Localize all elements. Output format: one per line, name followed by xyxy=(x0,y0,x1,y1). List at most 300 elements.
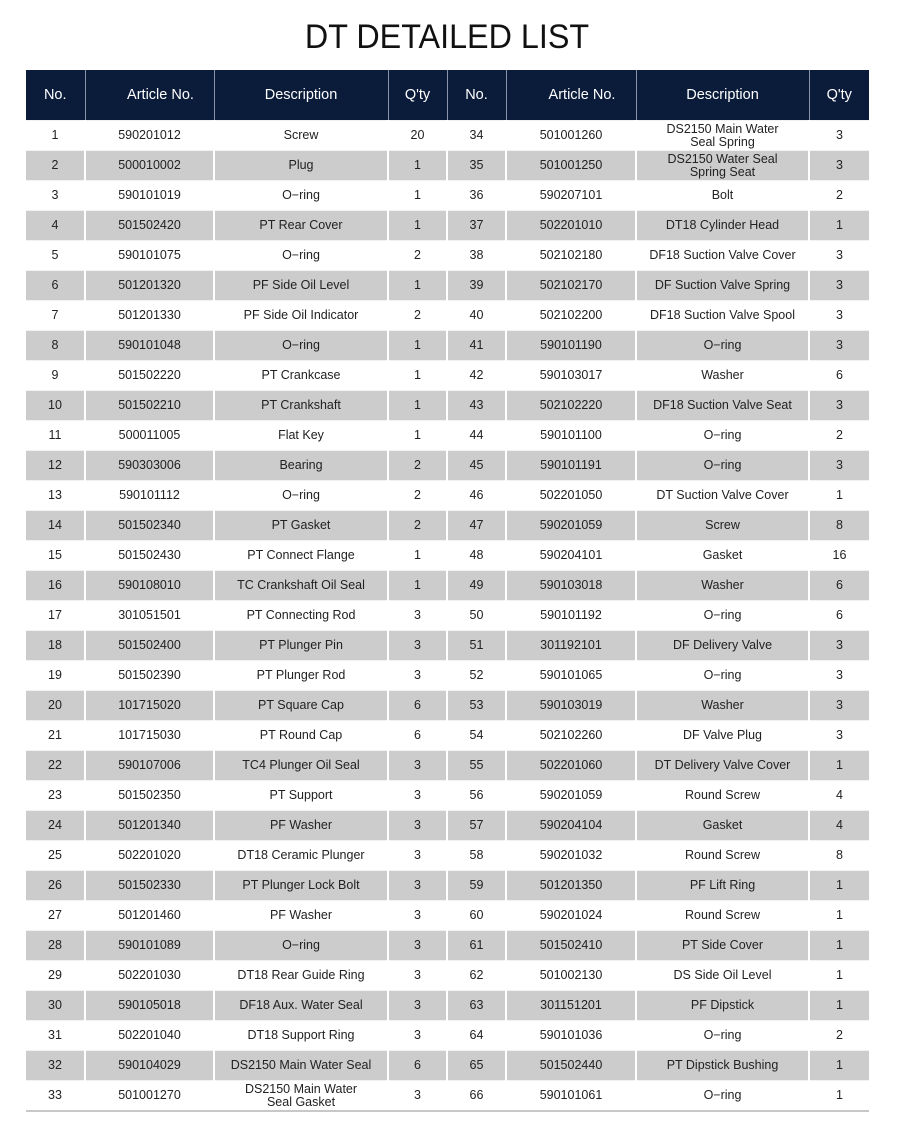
cell-qty: 1 xyxy=(809,1051,869,1081)
cell-qty: 8 xyxy=(809,841,869,871)
cell-no: 45 xyxy=(447,451,506,481)
table-row xyxy=(26,361,869,391)
cell-description: O−ring xyxy=(636,451,809,481)
cell-no: 37 xyxy=(447,211,506,241)
cell-description: PT Gasket xyxy=(214,511,388,541)
cell-no: 63 xyxy=(447,991,506,1021)
cell-qty: 3 xyxy=(809,451,869,481)
cell-article-no: 590101061 xyxy=(506,1081,636,1112)
cell-article-no: 590204104 xyxy=(506,811,636,841)
cell-description: DF Delivery Valve xyxy=(636,631,809,661)
cell-description: DS2150 Water Seal Spring Seat xyxy=(636,151,809,181)
cell-article-no: 590101036 xyxy=(506,1021,636,1051)
cell-description: Round Screw xyxy=(636,841,809,871)
cell-no: 25 xyxy=(26,841,85,871)
cell-qty: 6 xyxy=(809,571,869,601)
table-row xyxy=(26,181,869,211)
cell-no: 35 xyxy=(447,151,506,181)
cell-qty: 2 xyxy=(388,481,447,511)
table-row xyxy=(26,571,869,601)
cell-description: Flat Key xyxy=(214,421,388,451)
table-row xyxy=(26,451,869,481)
cell-description: DS2150 Main Water Seal Gasket xyxy=(214,1081,388,1112)
cell-description: DF18 Suction Valve Cover xyxy=(636,241,809,271)
cell-qty: 3 xyxy=(388,781,447,811)
cell-qty: 1 xyxy=(809,961,869,991)
cell-no: 44 xyxy=(447,421,506,451)
cell-article-no: 501001270 xyxy=(85,1081,214,1112)
cell-qty: 3 xyxy=(388,751,447,781)
cell-article-no: 590101191 xyxy=(506,451,636,481)
cell-qty: 2 xyxy=(388,301,447,331)
cell-qty: 3 xyxy=(388,961,447,991)
cell-no: 7 xyxy=(26,301,85,331)
cell-article-no: 502201050 xyxy=(506,481,636,511)
cell-description: O−ring xyxy=(636,661,809,691)
cell-article-no: 501502410 xyxy=(506,931,636,961)
cell-description: DT Delivery Valve Cover xyxy=(636,751,809,781)
cell-no: 21 xyxy=(26,721,85,751)
cell-article-no: 502201030 xyxy=(85,961,214,991)
cell-no: 17 xyxy=(26,601,85,631)
table-row xyxy=(26,511,869,541)
cell-qty: 3 xyxy=(809,271,869,301)
cell-qty: 1 xyxy=(388,271,447,301)
cell-no: 8 xyxy=(26,331,85,361)
cell-article-no: 590201024 xyxy=(506,901,636,931)
cell-description: DS2150 Main Water Seal xyxy=(214,1051,388,1081)
cell-article-no: 501001250 xyxy=(506,151,636,181)
cell-qty: 2 xyxy=(388,241,447,271)
cell-no: 43 xyxy=(447,391,506,421)
cell-article-no: 502102260 xyxy=(506,721,636,751)
cell-article-no: 590101019 xyxy=(85,181,214,211)
table-row xyxy=(26,391,869,421)
cell-qty: 16 xyxy=(809,541,869,571)
cell-no: 57 xyxy=(447,811,506,841)
cell-article-no: 501502330 xyxy=(85,871,214,901)
cell-description: PT Plunger Rod xyxy=(214,661,388,691)
cell-qty: 3 xyxy=(388,601,447,631)
cell-description: Gasket xyxy=(636,541,809,571)
cell-qty: 3 xyxy=(809,241,869,271)
cell-article-no: 501502340 xyxy=(85,511,214,541)
cell-description: DF18 Suction Valve Spool xyxy=(636,301,809,331)
cell-article-no: 590107006 xyxy=(85,751,214,781)
page-title: DT DETAILED LIST xyxy=(304,18,590,56)
cell-description: Screw xyxy=(636,511,809,541)
table-row xyxy=(26,271,869,301)
header-description: Description xyxy=(636,70,809,121)
cell-no: 52 xyxy=(447,661,506,691)
cell-description: O−ring xyxy=(214,481,388,511)
cell-qty: 3 xyxy=(388,991,447,1021)
cell-no: 47 xyxy=(447,511,506,541)
table-row xyxy=(26,691,869,721)
cell-description: O−ring xyxy=(214,931,388,961)
cell-no: 29 xyxy=(26,961,85,991)
cell-qty: 4 xyxy=(809,811,869,841)
table-row xyxy=(26,421,869,451)
cell-description: Washer xyxy=(636,361,809,391)
cell-description: PF Side Oil Indicator xyxy=(214,301,388,331)
cell-no: 20 xyxy=(26,691,85,721)
cell-article-no: 500010002 xyxy=(85,151,214,181)
cell-no: 32 xyxy=(26,1051,85,1081)
cell-qty: 3 xyxy=(809,331,869,361)
cell-description: Round Screw xyxy=(636,901,809,931)
table-row xyxy=(26,1081,869,1112)
cell-article-no: 590101190 xyxy=(506,331,636,361)
cell-no: 38 xyxy=(447,241,506,271)
cell-qty: 1 xyxy=(809,901,869,931)
cell-article-no: 301151201 xyxy=(506,991,636,1021)
cell-description: O−ring xyxy=(214,241,388,271)
cell-description: Bearing xyxy=(214,451,388,481)
cell-description: Screw xyxy=(214,121,388,151)
cell-article-no: 501201340 xyxy=(85,811,214,841)
cell-description: DT18 Cylinder Head xyxy=(636,211,809,241)
cell-description: DF Suction Valve Spring xyxy=(636,271,809,301)
cell-no: 56 xyxy=(447,781,506,811)
cell-description: Gasket xyxy=(636,811,809,841)
cell-article-no: 502201060 xyxy=(506,751,636,781)
cell-qty: 2 xyxy=(388,451,447,481)
cell-qty: 3 xyxy=(388,1081,447,1112)
cell-no: 24 xyxy=(26,811,85,841)
cell-qty: 1 xyxy=(809,931,869,961)
cell-qty: 3 xyxy=(388,871,447,901)
cell-description: O−ring xyxy=(214,331,388,361)
cell-no: 54 xyxy=(447,721,506,751)
header-article-no: Article No. xyxy=(506,70,636,121)
header-qty: Q'ty xyxy=(809,70,869,121)
table-row xyxy=(26,331,869,361)
cell-description: O−ring xyxy=(636,421,809,451)
cell-description: PF Lift Ring xyxy=(636,871,809,901)
cell-qty: 3 xyxy=(809,301,869,331)
cell-description: O−ring xyxy=(636,331,809,361)
cell-qty: 1 xyxy=(809,1081,869,1112)
cell-qty: 6 xyxy=(388,691,447,721)
cell-no: 42 xyxy=(447,361,506,391)
cell-article-no: 590104029 xyxy=(85,1051,214,1081)
table-row xyxy=(26,1051,869,1081)
cell-no: 49 xyxy=(447,571,506,601)
cell-no: 62 xyxy=(447,961,506,991)
header-article-no: Article No. xyxy=(85,70,214,121)
cell-no: 11 xyxy=(26,421,85,451)
cell-article-no: 501201320 xyxy=(85,271,214,301)
cell-no: 30 xyxy=(26,991,85,1021)
cell-description: Washer xyxy=(636,571,809,601)
cell-description: PT Plunger Lock Bolt xyxy=(214,871,388,901)
cell-description: TC Crankshaft Oil Seal xyxy=(214,571,388,601)
cell-article-no: 301192101 xyxy=(506,631,636,661)
table-row xyxy=(26,811,869,841)
cell-description: DS Side Oil Level xyxy=(636,961,809,991)
cell-no: 6 xyxy=(26,271,85,301)
cell-qty: 3 xyxy=(809,151,869,181)
cell-article-no: 501502400 xyxy=(85,631,214,661)
table-row xyxy=(26,751,869,781)
cell-description: PT Square Cap xyxy=(214,691,388,721)
cell-description: DF18 Suction Valve Seat xyxy=(636,391,809,421)
cell-no: 61 xyxy=(447,931,506,961)
cell-qty: 3 xyxy=(388,631,447,661)
cell-qty: 3 xyxy=(388,901,447,931)
cell-qty: 1 xyxy=(388,151,447,181)
cell-qty: 3 xyxy=(388,841,447,871)
cell-qty: 1 xyxy=(388,331,447,361)
cell-description: PT Support xyxy=(214,781,388,811)
cell-no: 48 xyxy=(447,541,506,571)
cell-qty: 2 xyxy=(809,1021,869,1051)
cell-qty: 1 xyxy=(388,211,447,241)
cell-no: 65 xyxy=(447,1051,506,1081)
cell-article-no: 502102200 xyxy=(506,301,636,331)
cell-article-no: 101715030 xyxy=(85,721,214,751)
cell-description: DF Valve Plug xyxy=(636,721,809,751)
cell-qty: 3 xyxy=(809,721,869,751)
cell-no: 31 xyxy=(26,1021,85,1051)
cell-no: 58 xyxy=(447,841,506,871)
cell-no: 16 xyxy=(26,571,85,601)
cell-qty: 1 xyxy=(388,391,447,421)
cell-article-no: 590101075 xyxy=(85,241,214,271)
cell-no: 53 xyxy=(447,691,506,721)
cell-description: Round Screw xyxy=(636,781,809,811)
cell-article-no: 502201040 xyxy=(85,1021,214,1051)
cell-article-no: 590101112 xyxy=(85,481,214,511)
cell-no: 60 xyxy=(447,901,506,931)
cell-description: DS2150 Main Water Seal Spring xyxy=(636,121,809,151)
cell-description: DT18 Support Ring xyxy=(214,1021,388,1051)
cell-no: 66 xyxy=(447,1081,506,1112)
cell-article-no: 590201059 xyxy=(506,781,636,811)
cell-no: 10 xyxy=(26,391,85,421)
cell-article-no: 501502420 xyxy=(85,211,214,241)
cell-article-no: 500011005 xyxy=(85,421,214,451)
cell-no: 41 xyxy=(447,331,506,361)
cell-article-no: 590303006 xyxy=(85,451,214,481)
cell-no: 22 xyxy=(26,751,85,781)
cell-qty: 3 xyxy=(809,121,869,151)
cell-qty: 3 xyxy=(388,661,447,691)
table-body xyxy=(26,121,869,1112)
cell-article-no: 502102180 xyxy=(506,241,636,271)
cell-description: Plug xyxy=(214,151,388,181)
table-row xyxy=(26,241,869,271)
cell-article-no: 502102170 xyxy=(506,271,636,301)
header-description: Description xyxy=(214,70,388,121)
cell-article-no: 501001260 xyxy=(506,121,636,151)
cell-article-no: 590201032 xyxy=(506,841,636,871)
cell-no: 39 xyxy=(447,271,506,301)
cell-qty: 1 xyxy=(809,481,869,511)
cell-no: 5 xyxy=(26,241,85,271)
cell-qty: 1 xyxy=(809,211,869,241)
cell-qty: 3 xyxy=(809,631,869,661)
cell-article-no: 301051501 xyxy=(85,601,214,631)
cell-qty: 1 xyxy=(388,421,447,451)
cell-article-no: 502201010 xyxy=(506,211,636,241)
cell-qty: 3 xyxy=(388,811,447,841)
cell-article-no: 590101048 xyxy=(85,331,214,361)
cell-description: PT Plunger Pin xyxy=(214,631,388,661)
cell-no: 18 xyxy=(26,631,85,661)
cell-description: PF Dipstick xyxy=(636,991,809,1021)
cell-article-no: 590201059 xyxy=(506,511,636,541)
cell-no: 2 xyxy=(26,151,85,181)
cell-qty: 3 xyxy=(809,691,869,721)
table-row xyxy=(26,541,869,571)
cell-description: O−ring xyxy=(636,1021,809,1051)
cell-no: 27 xyxy=(26,901,85,931)
cell-no: 59 xyxy=(447,871,506,901)
cell-no: 33 xyxy=(26,1081,85,1112)
table-row xyxy=(26,481,869,511)
table-row xyxy=(26,1021,869,1051)
cell-article-no: 101715020 xyxy=(85,691,214,721)
cell-description: DT18 Rear Guide Ring xyxy=(214,961,388,991)
cell-qty: 4 xyxy=(809,781,869,811)
cell-qty: 6 xyxy=(388,1051,447,1081)
cell-qty: 1 xyxy=(388,571,447,601)
cell-description: PF Washer xyxy=(214,811,388,841)
cell-qty: 2 xyxy=(809,421,869,451)
cell-description: PT Connect Flange xyxy=(214,541,388,571)
cell-description: PT Crankshaft xyxy=(214,391,388,421)
cell-no: 26 xyxy=(26,871,85,901)
cell-no: 4 xyxy=(26,211,85,241)
cell-qty: 1 xyxy=(388,541,447,571)
header-no: No. xyxy=(447,70,506,121)
table-row xyxy=(26,961,869,991)
cell-no: 40 xyxy=(447,301,506,331)
cell-qty: 3 xyxy=(809,661,869,691)
cell-qty: 2 xyxy=(388,511,447,541)
cell-no: 15 xyxy=(26,541,85,571)
table-row xyxy=(26,781,869,811)
cell-article-no: 501201350 xyxy=(506,871,636,901)
cell-qty: 1 xyxy=(388,361,447,391)
cell-article-no: 590101065 xyxy=(506,661,636,691)
table-row xyxy=(26,601,869,631)
table-row xyxy=(26,841,869,871)
cell-article-no: 502102220 xyxy=(506,391,636,421)
cell-description: PT Rear Cover xyxy=(214,211,388,241)
table-row xyxy=(26,661,869,691)
table-row xyxy=(26,901,869,931)
parts-table xyxy=(26,70,869,1112)
table-row xyxy=(26,991,869,1021)
cell-no: 64 xyxy=(447,1021,506,1051)
cell-description: O−ring xyxy=(636,601,809,631)
cell-article-no: 501002130 xyxy=(506,961,636,991)
cell-article-no: 501201330 xyxy=(85,301,214,331)
table-row xyxy=(26,631,869,661)
cell-article-no: 590207101 xyxy=(506,181,636,211)
cell-qty: 2 xyxy=(809,181,869,211)
cell-no: 23 xyxy=(26,781,85,811)
cell-article-no: 501502210 xyxy=(85,391,214,421)
cell-description: Washer xyxy=(636,691,809,721)
cell-description: PT Connecting Rod xyxy=(214,601,388,631)
cell-no: 12 xyxy=(26,451,85,481)
cell-description: PT Dipstick Bushing xyxy=(636,1051,809,1081)
cell-qty: 6 xyxy=(388,721,447,751)
cell-article-no: 590103017 xyxy=(506,361,636,391)
cell-description: DT18 Ceramic Plunger xyxy=(214,841,388,871)
cell-description: TC4 Plunger Oil Seal xyxy=(214,751,388,781)
cell-description: Bolt xyxy=(636,181,809,211)
cell-no: 13 xyxy=(26,481,85,511)
cell-article-no: 590103019 xyxy=(506,691,636,721)
cell-qty: 1 xyxy=(388,181,447,211)
table-row xyxy=(26,301,869,331)
cell-no: 36 xyxy=(447,181,506,211)
header-qty: Q'ty xyxy=(388,70,447,121)
cell-article-no: 590101100 xyxy=(506,421,636,451)
table-row xyxy=(26,931,869,961)
cell-article-no: 502201020 xyxy=(85,841,214,871)
cell-article-no: 501502220 xyxy=(85,361,214,391)
cell-article-no: 590204101 xyxy=(506,541,636,571)
table-row xyxy=(26,721,869,751)
table-row xyxy=(26,211,869,241)
cell-no: 9 xyxy=(26,361,85,391)
cell-no: 28 xyxy=(26,931,85,961)
cell-qty: 1 xyxy=(809,991,869,1021)
cell-qty: 1 xyxy=(809,871,869,901)
cell-article-no: 501502440 xyxy=(506,1051,636,1081)
cell-description: DF18 Aux. Water Seal xyxy=(214,991,388,1021)
cell-qty: 6 xyxy=(809,601,869,631)
cell-description: DT Suction Valve Cover xyxy=(636,481,809,511)
cell-no: 55 xyxy=(447,751,506,781)
cell-no: 1 xyxy=(26,121,85,151)
cell-article-no: 590201012 xyxy=(85,121,214,151)
table-header xyxy=(26,70,869,121)
cell-description: O−ring xyxy=(214,181,388,211)
cell-article-no: 501502390 xyxy=(85,661,214,691)
cell-qty: 3 xyxy=(388,1021,447,1051)
cell-article-no: 590101192 xyxy=(506,601,636,631)
cell-description: PT Crankcase xyxy=(214,361,388,391)
cell-article-no: 501201460 xyxy=(85,901,214,931)
cell-article-no: 501502350 xyxy=(85,781,214,811)
cell-no: 34 xyxy=(447,121,506,151)
table-row xyxy=(26,151,869,181)
cell-qty: 20 xyxy=(388,121,447,151)
cell-no: 51 xyxy=(447,631,506,661)
table-row xyxy=(26,871,869,901)
cell-article-no: 501502430 xyxy=(85,541,214,571)
cell-qty: 6 xyxy=(809,361,869,391)
cell-description: PF Side Oil Level xyxy=(214,271,388,301)
cell-description: PT Round Cap xyxy=(214,721,388,751)
cell-article-no: 590105018 xyxy=(85,991,214,1021)
table-row xyxy=(26,121,869,151)
cell-qty: 3 xyxy=(388,931,447,961)
cell-description: PT Side Cover xyxy=(636,931,809,961)
cell-no: 19 xyxy=(26,661,85,691)
cell-no: 14 xyxy=(26,511,85,541)
cell-qty: 3 xyxy=(809,391,869,421)
cell-no: 50 xyxy=(447,601,506,631)
cell-no: 46 xyxy=(447,481,506,511)
